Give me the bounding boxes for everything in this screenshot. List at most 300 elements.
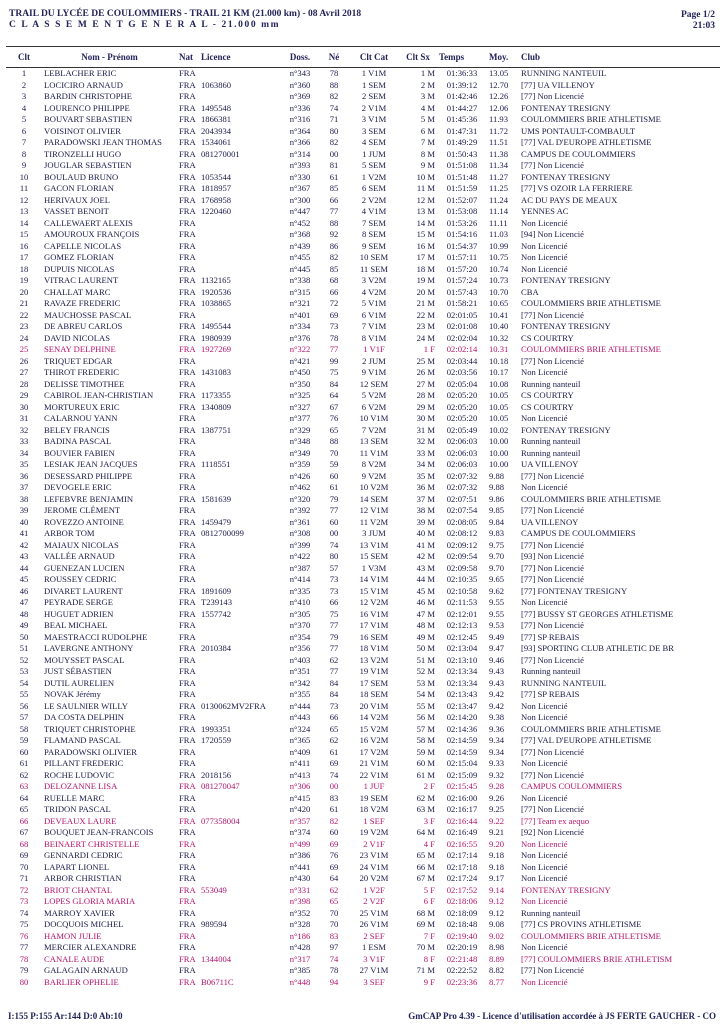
table-row [6,551,720,563]
cell-licence [199,747,281,759]
cell-cat-rank: 15 SEM [359,551,389,561]
cell-cat-rank: 2 SEM [361,91,387,101]
cell-cat-rank: 13 SEM [359,436,389,446]
cell-nat: FRA [179,194,196,205]
cell-licence: 1866381 [201,114,232,124]
cell-time: 02:08:05 [446,516,478,527]
cell-speed: 10.74 [489,263,509,274]
cell-name: ARBOR TOM [44,528,95,538]
cell-name: ROUSSEY CEDRIC [44,574,117,584]
cell-cat-rank: 16 V2M [359,735,389,745]
cell-speed: 9.85 [489,505,505,515]
cell-club: COULOMMIERS BRIE ATHLETISME [521,930,661,941]
cell-club: [93] SPORTING CLUB ATHLETIC DE BR [521,643,674,653]
table-row [6,712,720,724]
cell-born: 70 [329,919,339,929]
cell-name: LOCICIRO ARNAUD [44,79,124,90]
cell-name: DOCQUOIS MICHEL [44,919,124,929]
cell-time: 02:05:20 [446,390,478,400]
cell-licence [199,689,281,701]
cell-sex-rank: 3 M [420,91,435,101]
cell-club: FONTENAY TRESIGNY [521,102,611,113]
cell-rank: 29 [19,390,29,400]
cell-bib: n°367 [289,183,311,193]
cell-sex-rank: 3 F [423,815,435,826]
cell-licence: 553049 [201,884,227,895]
cell-rank: 67 [19,827,29,837]
table-row [6,793,720,805]
table-row [6,701,720,713]
table-row [6,770,720,782]
cell-speed: 9.83 [489,528,505,538]
table-row [6,425,720,437]
cell-born: 61 [329,804,339,814]
cell-sex-rank: 28 M [416,390,435,400]
cell-club: [77] VAL D'EUROPE ATHLETISME [521,137,652,147]
cell-bib: n°316 [289,114,311,124]
cell-club: UMS PONTAULT-COMBAULT [521,125,636,136]
cell-time: 02:03:44 [446,355,478,366]
cell-rank: 19 [19,275,29,285]
cell-rank: 41 [19,528,29,538]
cell-sex-rank: 48 M [416,620,435,630]
table-row [6,379,720,391]
cell-sex-rank: 70 M [416,942,435,952]
cell-bib: n°325 [289,390,311,400]
cell-bib: n°361 [289,516,311,527]
cell-licence [199,540,281,552]
table-row [6,137,720,149]
cell-name: DIVARET LAURENT [44,585,123,596]
cell-bib: n°308 [289,528,311,538]
cell-rank: 42 [19,539,29,550]
cell-club: CS COURTRY [521,390,574,400]
cell-sex-rank: 23 M [416,321,435,331]
cell-club: Non Licencié [521,758,568,768]
cell-speed: 11.24 [489,194,509,205]
cell-cat-rank: 11 SEM [359,263,389,274]
cell-speed: 10.73 [489,275,509,285]
cell-cat-rank: 14 V2M [359,712,389,722]
cell-name: TRIQUET EDGAR [44,355,113,366]
cell-nat: FRA [179,896,196,906]
cell-sex-rank: 1 M [420,68,435,78]
cell-nat: FRA [179,148,196,159]
cell-speed: 9.49 [489,631,505,642]
cell-bib: n°338 [289,275,311,285]
cell-club: Non Licencié [521,942,568,952]
cell-name: AMOUROUX FRANÇOIS [44,229,140,239]
cell-nat: FRA [179,401,196,412]
cell-time: 02:02:14 [446,344,478,354]
cell-nat: FRA [179,919,196,929]
cell-club: Non Licencié [521,976,568,987]
cell-rank: 39 [19,505,29,515]
cell-time: 01:49:29 [446,137,478,147]
cell-name: GOMEZ FLORIAN [44,252,114,262]
cell-name: LEBLACHER ERIC [44,68,117,78]
cell-bib: n°448 [289,976,311,987]
cell-rank: 12 [19,194,29,205]
table-row [6,885,720,897]
cell-nat: FRA [179,344,196,354]
table-row [6,310,720,322]
cell-bib: n°350 [289,378,311,389]
cell-sex-rank: 32 M [416,436,435,446]
cell-cat-rank: 6 SEM [361,183,387,193]
cell-born: 57 [329,562,339,573]
cell-time: 02:05:20 [446,413,478,423]
cell-nat: FRA [179,815,196,826]
cell-born: 79 [329,493,339,504]
cell-time: 01:51:48 [446,171,478,182]
cell-sex-rank: 44 M [416,574,435,584]
cell-licence [199,931,281,943]
cell-speed: 10.00 [489,447,509,458]
cell-speed: 8.77 [489,976,505,987]
cell-bib: n°410 [289,597,311,607]
cell-sex-rank: 40 M [416,528,435,538]
cell-club: FONTENAY TRESIGNY [521,171,611,182]
cell-rank: 71 [19,873,29,883]
cell-born: 74 [329,769,339,780]
cell-born: 71 [329,114,339,124]
cell-born: 64 [329,390,339,400]
cell-cat-rank: 13 V2M [359,654,389,665]
cell-born: 69 [329,309,339,320]
cell-nat: FRA [179,942,196,952]
cell-nat: FRA [179,206,196,216]
table-row [6,505,720,517]
cell-sex-rank: 55 M [416,700,435,711]
table-row [6,390,720,402]
cell-cat-rank: 22 V1M [359,769,389,780]
cell-rank: 3 [21,91,27,101]
cell-born: 61 [329,482,339,492]
cell-nat: FRA [179,102,196,113]
cell-sex-rank: 12 M [416,194,435,205]
cell-sex-rank: 7 F [423,930,435,941]
cell-licence [199,896,281,908]
cell-rank: 16 [19,240,29,251]
cell-speed: 10.02 [489,424,509,435]
cell-born: 74 [329,953,339,964]
table-row [6,298,720,310]
cell-time: 02:09:54 [446,551,478,561]
cell-club: [77] Non Licencié [521,91,584,101]
cell-licence [199,505,281,517]
cell-licence: 1768958 [201,194,232,205]
cell-nat: FRA [179,217,196,228]
cell-name: SENAY DELPHINE [44,344,116,354]
cell-speed: 9.02 [489,930,505,941]
cell-rank: 60 [19,746,29,757]
results-body [6,68,720,989]
cell-sex-rank: 15 M [416,229,435,239]
cell-sex-rank: 46 M [416,597,435,607]
cell-sex-rank: 37 M [416,493,435,504]
cell-rank: 66 [19,815,29,826]
cell-club: [77] Non Licencié [521,965,584,975]
cell-sex-rank: 8 F [423,953,435,964]
cell-licence: 2010384 [201,643,232,653]
cell-cat-rank: 2 JUM [362,355,386,366]
cell-time: 02:22:52 [446,965,478,975]
cell-time: 02:07:32 [446,482,478,492]
cell-club: [94] Non Licencié [521,229,584,239]
cell-nat: FRA [179,689,196,699]
cell-name: MAUCHOSSE PASCAL [44,309,132,320]
cell-licence [199,241,281,253]
cell-born: 69 [329,838,339,849]
cell-speed: 9.47 [489,643,505,653]
cell-name: LESIAK JEAN JACQUES [44,459,138,469]
cell-time: 02:20:19 [446,942,478,952]
cell-rank: 49 [19,620,29,630]
cell-bib: n°321 [289,298,311,308]
cell-bib: n°315 [289,286,311,297]
cell-bib: n°370 [289,620,311,630]
cell-nat: FRA [179,516,196,527]
cell-sex-rank: 64 M [416,827,435,837]
cell-cat-rank: 8 V1M [361,332,387,343]
table-row [6,229,720,241]
cell-bib: n°403 [289,654,311,665]
cell-born: 78 [329,332,339,343]
table-row [6,609,720,621]
cell-nat: FRA [179,562,196,573]
cell-nat: FRA [179,930,196,941]
cell-cat-rank: 20 V2M [359,873,389,883]
cell-sex-rank: 20 M [416,286,435,297]
cell-rank: 77 [19,942,29,952]
cell-club: Non Licencié [521,700,568,711]
table-row [6,839,720,851]
table-row [6,620,720,632]
cell-nat: FRA [179,459,196,469]
cell-time: 02:16:17 [446,804,478,814]
cell-name: GENNARDI CEDRIC [44,850,123,860]
table-row [6,275,720,287]
cell-licence: 1173355 [201,390,231,400]
cell-cat-rank: 1 V2F [363,884,385,895]
cell-nat: FRA [179,91,196,101]
cell-time: 02:09:58 [446,562,478,573]
table-row [6,563,720,575]
cell-sex-rank: 14 M [416,217,435,228]
table-row [6,735,720,747]
cell-licence [199,678,281,690]
cell-cat-rank: 2 V2F [363,896,385,906]
cell-nat: FRA [179,79,196,90]
table-row [6,758,720,770]
cell-bib: n°365 [289,735,311,745]
cell-sex-rank: 22 M [416,309,435,320]
cell-club: CAMPUS DE COULOMMIERS [521,148,636,159]
cell-licence: T239143 [201,597,233,607]
cell-club: RUNNING NANTEUIL [521,68,607,78]
cell-sex-rank: 1 F [423,344,435,354]
cell-cat-rank: 2 V1M [361,102,387,113]
cell-speed: 10.05 [489,401,509,412]
cell-born: 74 [329,539,339,550]
cell-rank: 14 [19,217,29,228]
table-row [6,471,720,483]
table-row [6,873,720,885]
cell-licence [199,471,281,483]
cell-bib: n°450 [289,367,311,377]
cell-rank: 59 [19,735,29,745]
cell-sex-rank: 26 M [416,367,435,377]
cell-speed: 10.32 [489,332,509,343]
cell-club: CAMPUS DE COULOMMIERS [521,528,636,538]
cell-licence: 1720559 [201,735,232,745]
cell-speed: 11.93 [489,114,509,124]
cell-name: BADINA PASCAL [44,436,112,446]
cell-nat: FRA [179,884,196,895]
cell-rank: 38 [19,493,29,504]
cell-born: 88 [329,217,339,228]
cell-born: 97 [329,942,339,952]
cell-speed: 9.53 [489,620,505,630]
cell-time: 01:42:46 [446,91,478,101]
cell-born: 60 [329,827,339,837]
cell-sex-rank: 6 M [420,125,435,136]
cell-licence [199,873,281,885]
table-row [6,114,720,126]
cell-time: 01:57:20 [446,263,478,274]
cell-rank: 74 [19,907,29,918]
cell-name: MAESTRACCI RUDOLPHE [44,631,148,642]
cell-nat: FRA [179,171,196,182]
table-row [6,218,720,230]
cell-name: CALARNOU YANN [44,413,118,423]
cell-bib: n°324 [289,723,311,734]
cell-club: [77] Non Licencié [521,746,584,757]
cell-bib: n°322 [289,344,311,354]
cell-born: 81 [329,160,339,170]
table-row [6,103,720,115]
cell-club: [77] Non Licencié [521,804,584,814]
cell-sex-rank: 71 M [416,965,435,975]
cell-speed: 11.72 [489,125,509,136]
cell-time: 01:54:37 [446,240,478,251]
cell-time: 02:16:55 [446,838,478,849]
cell-club: [77] Non Licencié [521,355,584,366]
cell-born: 00 [329,528,339,538]
cell-rank: 64 [19,792,29,803]
cell-sex-rank: 62 M [416,792,435,803]
cell-name: VASSET BENOIT [44,206,109,216]
cell-born: 78 [329,965,339,975]
cell-bib: n°399 [289,539,311,550]
table-row [6,781,720,793]
cell-time: 02:15:45 [446,781,478,791]
cell-bib: n°387 [289,562,311,573]
cell-rank: 8 [21,148,27,159]
table-row [6,264,720,276]
cell-club: [77] Non Licencié [521,574,584,584]
cell-born: 77 [329,344,339,354]
cell-nat: FRA [179,505,196,515]
cell-speed: 9.42 [489,689,505,699]
cell-licence [199,264,281,276]
cell-nat: FRA [179,114,196,124]
cell-sex-rank: 2 M [420,79,435,90]
cell-club: [77] COULOMMIERS BRIE ATHLETISM [521,953,673,964]
cell-bib: n°462 [289,482,311,492]
cell-sex-rank: 42 M [416,551,435,561]
cell-born: 62 [329,884,339,895]
cell-time: 02:13:34 [446,677,478,688]
cell-name: BRIOT CHANTAL [44,884,113,895]
cell-speed: 11.38 [489,148,509,159]
col-header-name: Nom - Prénom [42,47,177,68]
cell-bib: n°393 [289,160,311,170]
cell-cat-rank: 17 V1M [359,620,389,630]
cell-sex-rank: 5 F [423,884,435,895]
cell-rank: 25 [19,344,29,354]
cell-born: 72 [329,298,339,308]
cell-club: UA VILLENOY [521,516,579,527]
cell-licence: B06711C [201,976,234,987]
cell-rank: 6 [21,125,27,136]
cell-club: [77] Non Licencié [521,769,584,780]
cell-bib: n°349 [289,447,311,458]
cell-bib: n°376 [289,332,311,343]
cell-licence: 1340809 [201,401,232,412]
cell-licence [199,839,281,851]
cell-licence [199,218,281,230]
cell-nat: FRA [179,769,196,780]
cell-name: MORTUREUX ERIC [44,401,120,412]
print-time: 21:03 [692,21,715,31]
cell-name: HAMON JULIE [44,930,102,941]
cell-cat-rank: 9 SEM [361,240,387,251]
cell-licence: 2043934 [201,125,232,136]
cell-born: 74 [329,102,339,113]
table-row [6,402,720,414]
cell-speed: 9.70 [489,551,505,561]
cell-name: BOUVIER FABIEN [44,447,115,458]
cell-time: 01:58:21 [446,298,478,308]
cell-bib: n°455 [289,252,311,262]
cell-club: [77] FONTENAY TRESIGNY [521,585,628,596]
cell-speed: 12.70 [489,79,509,90]
cell-name: ARBOR CHRISTIAN [44,873,122,883]
cell-name: HUGUET ADRIEN [44,608,114,619]
cell-speed: 11.27 [489,171,509,182]
cell-born: 79 [329,631,339,642]
cell-speed: 9.08 [489,919,505,929]
cell-nat: FRA [179,712,196,722]
cell-sex-rank: 47 M [416,608,435,619]
table-row [6,91,720,103]
cell-nat: FRA [179,838,196,849]
cell-licence: 1818957 [201,183,232,193]
cell-bib: n°428 [289,942,311,952]
cell-name: MOUYSSET PASCAL [44,654,125,665]
cell-bib: n°374 [289,827,311,837]
cell-bib: n°306 [289,781,311,791]
cell-bib: n°414 [289,574,311,584]
cell-cat-rank: 3 SEF [363,976,385,987]
cell-time: 02:13:34 [446,666,478,676]
cell-cat-rank: 5 V2M [361,390,387,400]
col-header-born: Né [319,47,349,68]
cell-club: COULOMMIERS BRIE ATHLETISME [521,493,661,504]
race-title: TRAIL DU LYCÉE DE COULOMMIERS - TRAIL 21 KM (21.000 km) - 08 Avril 2018 [9,9,362,19]
